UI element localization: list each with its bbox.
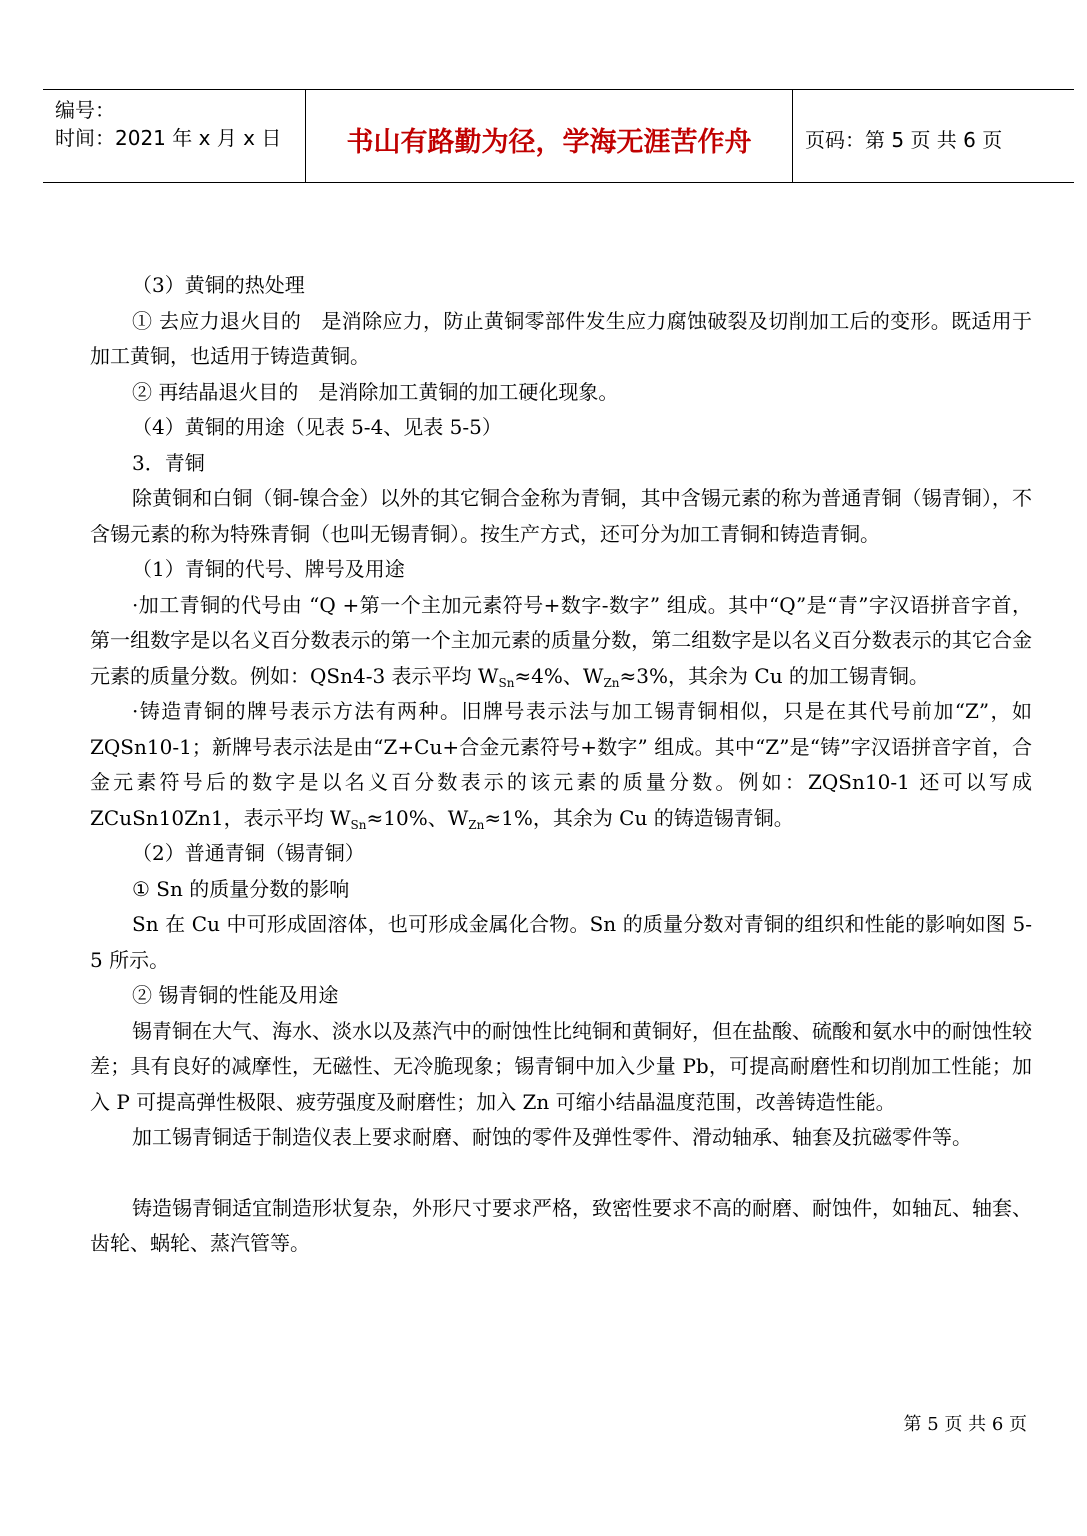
paragraph: 除黄铜和白铜（铜-镍合金）以外的其它铜合金称为青铜，其中含锡元素的称为普通青铜（锡青铜），不含锡元素的称为特殊青铜（也叫无锡青铜）。按生产方式，还可分为加工青铜和铸造青铜。 <box>90 486 1032 546</box>
section-heading: 3．青铜 <box>132 450 205 475</box>
header-motto-cell <box>306 90 793 182</box>
paragraph: （3）黄铜的热处理 <box>132 273 305 297</box>
subscript: Zn <box>603 675 620 690</box>
document-body <box>90 268 1032 1262</box>
text-run: ≈1%，其余为 Cu 的铸造锡青铜。 <box>484 805 794 830</box>
header-table <box>43 89 1074 183</box>
paragraph: ① 去应力退火目的 是消除应力，防止黄铜零部件发生应力腐蚀破裂及切削加工后的变形。既适用于加工黄铜，也适用于铸造黄铜。 <box>90 308 1032 368</box>
text-run: ·加工青铜的代号由 “Q +第一个主加元素符号+数字-数字” 组成。其中“Q”是“青”字汉语拼音字首，第一组数字是以名义百分数表示的第一个主加元素的质量分数，第二组数字是以名义百分数表示的其它合金元素的质量分数。例如：QSn4-3 表示平均 W <box>90 592 1032 688</box>
paragraph: ① Sn 的质量分数的影响 <box>132 876 350 901</box>
paragraph: 加工锡青铜适于制造仪表上要求耐磨、耐蚀的零件及弹性零件、滑动轴承、轴套及抗磁零件等。 <box>132 1125 972 1149</box>
subscript: Sn <box>350 817 367 832</box>
page-code-label: 页码：第 5 页 共 6 页 <box>805 128 1003 152</box>
paragraph <box>90 694 1032 836</box>
document-time-label: 时间：2021 年 x 月 x 日 <box>55 126 282 150</box>
text-run: ≈10%、W <box>366 805 469 830</box>
document-number-label: 编号： <box>55 98 115 122</box>
text-run: ≈4%、W <box>514 663 604 688</box>
paragraph: 锡青铜在大气、海水、淡水以及蒸汽中的耐蚀性比纯铜和黄铜好，但在盐酸、硫酸和氨水中的耐蚀性较差；具有良好的减摩性，无磁性、无冷脆现象；锡青铜中加入少量 Pb，可提高耐磨性和切削加工性能；加入 P 可提高弹性极限、疲劳强度及耐磨性；加入 Zn 可缩小结晶温度范围，改善铸造性能。 <box>90 1018 1032 1114</box>
subsection-heading: （1）青铜的代号、牌号及用途 <box>132 557 405 581</box>
text-run: ·铸造青铜的牌号表示方法有两种。旧牌号表示法与加工锡青铜相似，只是在其代号前加“Z”，如 ZQSn10-1；新牌号表示法是由“Z+Cu+合金元素符号+数字” 组成。其中“Z”是“铸”字汉语拼音字首，合金元素符号后的数字是以名义百分数表示的该元素的质量分数。例如：ZQSn10-1 还可以写成 ZCuSn10Zn1，表示平均 W <box>90 699 1032 830</box>
paragraph <box>90 588 1032 695</box>
paragraph: Sn 在 Cu 中可形成固溶体，也可形成金属化合物。Sn 的质量分数对青铜的组织和性能的影响如图 5-5 所示。 <box>90 912 1032 972</box>
header-page-cell <box>793 90 1074 182</box>
subsection-heading: （2）普通青铜（锡青铜） <box>132 841 365 865</box>
paragraph: （4）黄铜的用途（见表 5-4、见表 5-5） <box>132 415 502 439</box>
paragraph: 铸造锡青铜适宜制造形状复杂，外形尺寸要求严格，致密性要求不高的耐磨、耐蚀件，如轴瓦、轴套、齿轮、蜗轮、蒸汽管等。 <box>90 1195 1032 1255</box>
motto-text: 书山有路勤为径，学海无涯苦作舟 <box>346 127 752 158</box>
paragraph: ② 锡青铜的性能及用途 <box>132 983 339 1007</box>
subscript: Zn <box>468 817 485 832</box>
header-info-cell <box>43 90 306 182</box>
spacer <box>90 1156 1032 1191</box>
paragraph: ② 再结晶退火目的 是消除加工黄铜的加工硬化现象。 <box>132 379 619 404</box>
text-run: ≈3%，其余为 Cu 的加工锡青铜。 <box>619 663 929 688</box>
subscript: Sn <box>498 675 515 690</box>
page-footer: 第 5 页 共 6 页 <box>903 1414 1027 1435</box>
